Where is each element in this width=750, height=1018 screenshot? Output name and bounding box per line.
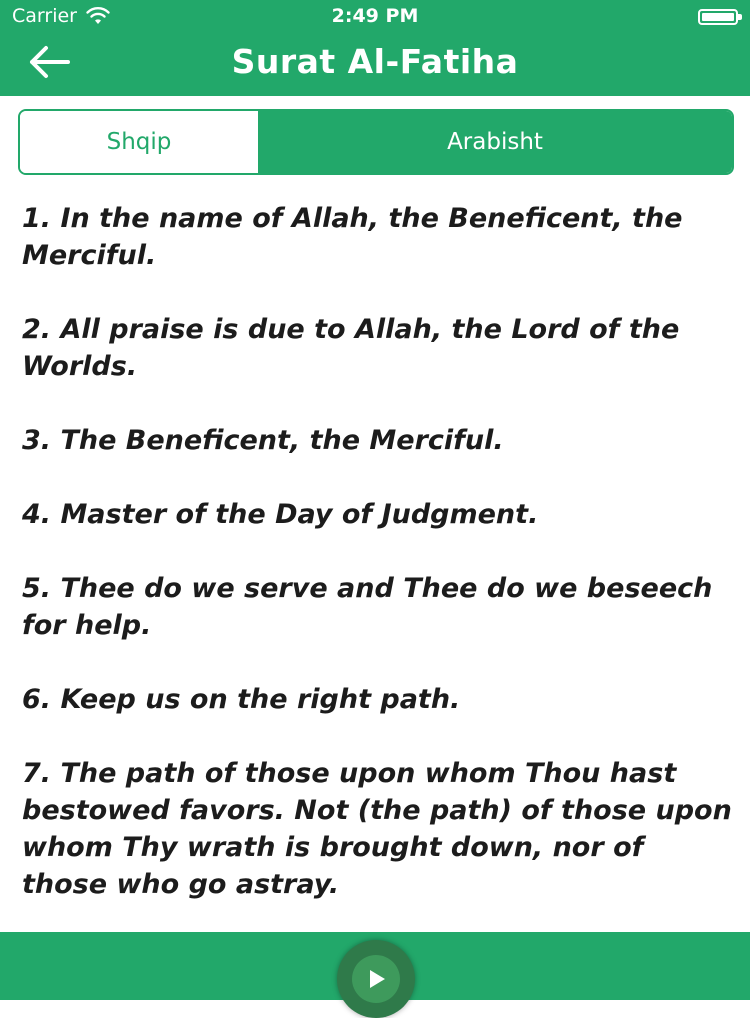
verse-list [22,200,734,940]
verse-4: 4. Master of the Day of Judgment. [22,499,539,530]
page-title: Surat Al-Fatiha [231,42,519,81]
status-time: 2:49 PM [331,5,419,27]
tab-shqip[interactable]: Shqip [20,111,258,173]
verse-7: 7. The path of those upon whom Thou hast bestowed favors. Not (the path) of those upon whom Thy wrath is brought down, nor of those who go astray. [22,758,732,900]
verse-5: 5. Thee do we serve and Thee do we beseech for help. [22,573,713,641]
status-bar [0,0,750,34]
language-segmented-control [18,109,734,175]
nav-bar [0,34,750,96]
play-button[interactable] [337,940,415,1018]
verse-6: 6. Keep us on the right path. [22,684,461,715]
play-button-inner [352,955,400,1003]
app-header [0,0,750,96]
tab-arabisht[interactable]: Arabisht [258,111,732,173]
play-icon [364,967,388,991]
carrier-label: Carrier [12,5,77,27]
battery-icon [698,9,738,25]
verse-3: 3. The Beneficent, the Merciful. [22,425,504,456]
verse-1: 1. In the name of Allah, the Beneficent, the Merciful. [22,203,683,271]
verse-2: 2. All praise is due to Allah, the Lord of the Worlds. [22,314,680,382]
